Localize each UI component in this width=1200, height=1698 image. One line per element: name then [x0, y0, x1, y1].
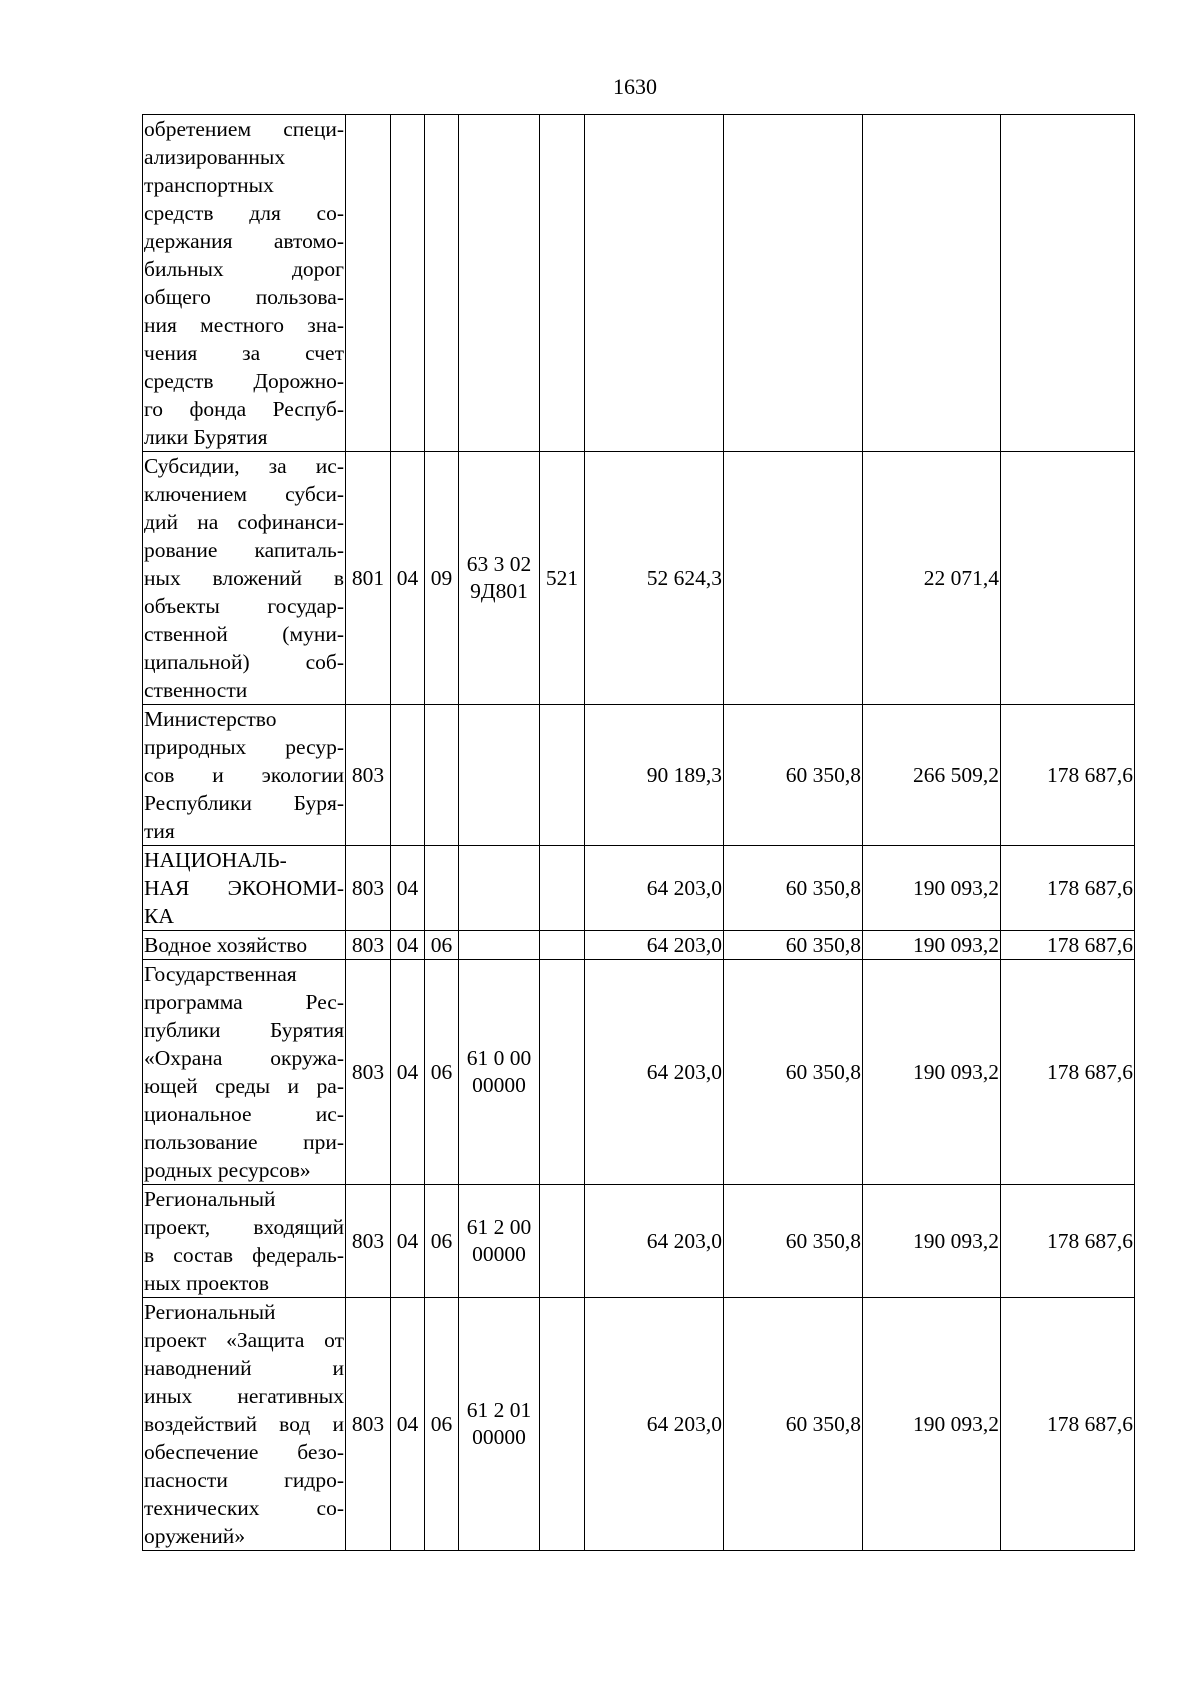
subsection-code-cell: [425, 846, 459, 931]
subsection-code-cell: 09: [425, 452, 459, 705]
table-row: [143, 960, 1135, 1185]
value-2-cell: 60 350,8: [724, 960, 863, 1185]
row-name-line: публики Бурятия: [144, 1018, 344, 1042]
value-3-cell: 22 071,4: [863, 452, 1001, 705]
table-body: [143, 115, 1135, 1551]
table-row: [143, 115, 1135, 452]
section-code-cell: 04: [391, 931, 425, 960]
row-name-line: Министерство: [144, 707, 277, 731]
row-name-line: средств для со-: [144, 201, 344, 225]
row-name-line: обеспечение безо-: [144, 1440, 344, 1464]
row-name-line: ключением субси-: [144, 482, 344, 506]
row-name-line: пользование при-: [144, 1130, 344, 1154]
admin-code-cell: 803: [346, 960, 391, 1185]
table-row: [143, 1185, 1135, 1298]
target-article-cell: [459, 931, 540, 960]
value-4-cell: [1001, 115, 1135, 452]
value-4-cell: 178 687,6: [1001, 846, 1135, 931]
row-name-line: природных ресур-: [144, 735, 344, 759]
expense-type-cell: [540, 931, 585, 960]
row-name-cell: [143, 1185, 346, 1298]
target-article-cell: [459, 705, 540, 846]
expense-type-cell: [540, 960, 585, 1185]
row-name-line: НАЦИОНАЛЬ-: [144, 848, 287, 872]
value-2-cell: 60 350,8: [724, 846, 863, 931]
value-4-cell: [1001, 452, 1135, 705]
table-row: [143, 931, 1135, 960]
row-name-line: лики Бурятия: [144, 425, 268, 449]
value-3-cell: 190 093,2: [863, 931, 1001, 960]
target-article-cell: [459, 846, 540, 931]
expense-type-cell: [540, 705, 585, 846]
admin-code-cell: 801: [346, 452, 391, 705]
row-name-line: сов и экологии: [144, 763, 344, 787]
row-name-line: рование капиталь-: [144, 538, 344, 562]
admin-code-cell: 803: [346, 705, 391, 846]
section-code-cell: 04: [391, 846, 425, 931]
section-code-cell: [391, 705, 425, 846]
value-1-cell: 64 203,0: [585, 960, 724, 1185]
value-4-cell: 178 687,6: [1001, 1185, 1135, 1298]
row-name-line: ния местного зна-: [144, 313, 344, 337]
expense-type-cell: [540, 115, 585, 452]
value-4-cell: 178 687,6: [1001, 705, 1135, 846]
subsection-code-cell: 06: [425, 960, 459, 1185]
value-1-cell: [585, 115, 724, 452]
expense-type-cell: [540, 1185, 585, 1298]
row-name-line: ственности: [144, 678, 248, 702]
row-name-line: ных вложений в: [144, 566, 344, 590]
row-name-line: ципальной) соб-: [144, 650, 344, 674]
row-name-line: ализированных: [144, 145, 286, 169]
row-name-line: пасности гидро-: [144, 1468, 344, 1492]
row-name-line: бильных дорог: [144, 257, 344, 281]
page-number: 1630: [613, 74, 657, 99]
value-3-cell: 190 093,2: [863, 960, 1001, 1185]
target-article-cell: 61 2 01 00000: [459, 1298, 540, 1551]
row-name-line: в состав федераль-: [144, 1243, 344, 1267]
row-name-line: средств Дорожно-: [144, 369, 344, 393]
row-name-line: циональное ис-: [144, 1102, 344, 1126]
value-1-cell: 64 203,0: [585, 1185, 724, 1298]
row-name-line: родных ресурсов»: [144, 1158, 311, 1182]
row-name-line: наводнений и: [144, 1356, 344, 1380]
target-article-cell: [459, 115, 540, 452]
admin-code-cell: 803: [346, 846, 391, 931]
value-2-cell: 60 350,8: [724, 931, 863, 960]
row-name-line: обретением специ-: [144, 117, 344, 141]
admin-code-cell: 803: [346, 1298, 391, 1551]
value-1-cell: 52 624,3: [585, 452, 724, 705]
value-2-cell: 60 350,8: [724, 705, 863, 846]
expense-type-cell: [540, 846, 585, 931]
expense-type-cell: 521: [540, 452, 585, 705]
section-code-cell: 04: [391, 1298, 425, 1551]
table-row: [143, 452, 1135, 705]
value-1-cell: 90 189,3: [585, 705, 724, 846]
value-2-cell: 60 350,8: [724, 1185, 863, 1298]
row-name-line: Региональный: [144, 1300, 276, 1324]
subsection-code-cell: [425, 115, 459, 452]
row-name-cell: [143, 960, 346, 1185]
row-name-line: ющей среды и ра-: [144, 1074, 344, 1098]
row-name-line: объекты государ-: [144, 594, 344, 618]
target-article-cell: 61 2 00 00000: [459, 1185, 540, 1298]
row-name-line: Государственная: [144, 962, 297, 986]
target-article-cell: 61 0 00 00000: [459, 960, 540, 1185]
value-3-cell: 266 509,2: [863, 705, 1001, 846]
row-name-cell: [143, 1298, 346, 1551]
admin-code-cell: 803: [346, 931, 391, 960]
table-row: [143, 846, 1135, 931]
section-code-cell: [391, 115, 425, 452]
row-name-line: тия: [144, 819, 175, 843]
admin-code-cell: [346, 115, 391, 452]
subsection-code-cell: 06: [425, 1298, 459, 1551]
row-name-line: транспортных: [144, 173, 274, 197]
row-name-line: общего пользова-: [144, 285, 344, 309]
value-2-cell: [724, 115, 863, 452]
expense-type-cell: [540, 1298, 585, 1551]
row-name-line: ных проектов: [144, 1271, 270, 1295]
value-3-cell: 190 093,2: [863, 1298, 1001, 1551]
subsection-code-cell: 06: [425, 1185, 459, 1298]
value-1-cell: 64 203,0: [585, 1298, 724, 1551]
value-4-cell: 178 687,6: [1001, 1298, 1135, 1551]
row-name-line: го фонда Респуб-: [144, 397, 344, 421]
row-name-line: дий на софинанси-: [144, 510, 344, 534]
row-name-line: иных негативных: [144, 1384, 344, 1408]
table-row: [143, 1298, 1135, 1551]
row-name-cell: [143, 705, 346, 846]
row-name-cell: [143, 846, 346, 931]
section-code-cell: 04: [391, 960, 425, 1185]
subsection-code-cell: 06: [425, 931, 459, 960]
row-name-line: воздействий вод и: [144, 1412, 344, 1436]
value-3-cell: 190 093,2: [863, 846, 1001, 931]
budget-table: [142, 114, 1135, 1551]
table-row: [143, 705, 1135, 846]
row-name-line: чения за счет: [144, 341, 344, 365]
row-name-line: оружений»: [144, 1524, 246, 1548]
value-4-cell: 178 687,6: [1001, 960, 1135, 1185]
target-article-cell: 63 3 02 9Д801: [459, 452, 540, 705]
value-2-cell: [724, 452, 863, 705]
row-name-cell: [143, 115, 346, 452]
row-name-line: КА: [144, 904, 174, 928]
row-name-line: Региональный: [144, 1187, 276, 1211]
row-name-line: технических со-: [144, 1496, 344, 1520]
row-name-line: Водное хозяйство: [144, 933, 308, 957]
row-name-cell: [143, 931, 346, 960]
row-name-line: Республики Буря-: [144, 791, 344, 815]
value-1-cell: 64 203,0: [585, 931, 724, 960]
row-name-line: проект «Защита от: [144, 1328, 344, 1352]
row-name-line: Субсидии, за ис-: [144, 454, 344, 478]
row-name-line: программа Рес-: [144, 990, 344, 1014]
subsection-code-cell: [425, 705, 459, 846]
row-name-line: держания автомо-: [144, 229, 344, 253]
row-name-line: ственной (муни-: [144, 622, 344, 646]
value-4-cell: 178 687,6: [1001, 931, 1135, 960]
row-name-line: НАЯ ЭКОНОМИ-: [144, 876, 344, 900]
section-code-cell: 04: [391, 452, 425, 705]
row-name-line: проект, входящий: [144, 1215, 344, 1239]
value-1-cell: 64 203,0: [585, 846, 724, 931]
section-code-cell: 04: [391, 1185, 425, 1298]
value-3-cell: [863, 115, 1001, 452]
row-name-cell: [143, 452, 346, 705]
value-3-cell: 190 093,2: [863, 1185, 1001, 1298]
row-name-line: «Охрана окружа-: [144, 1046, 344, 1070]
admin-code-cell: 803: [346, 1185, 391, 1298]
value-2-cell: 60 350,8: [724, 1298, 863, 1551]
